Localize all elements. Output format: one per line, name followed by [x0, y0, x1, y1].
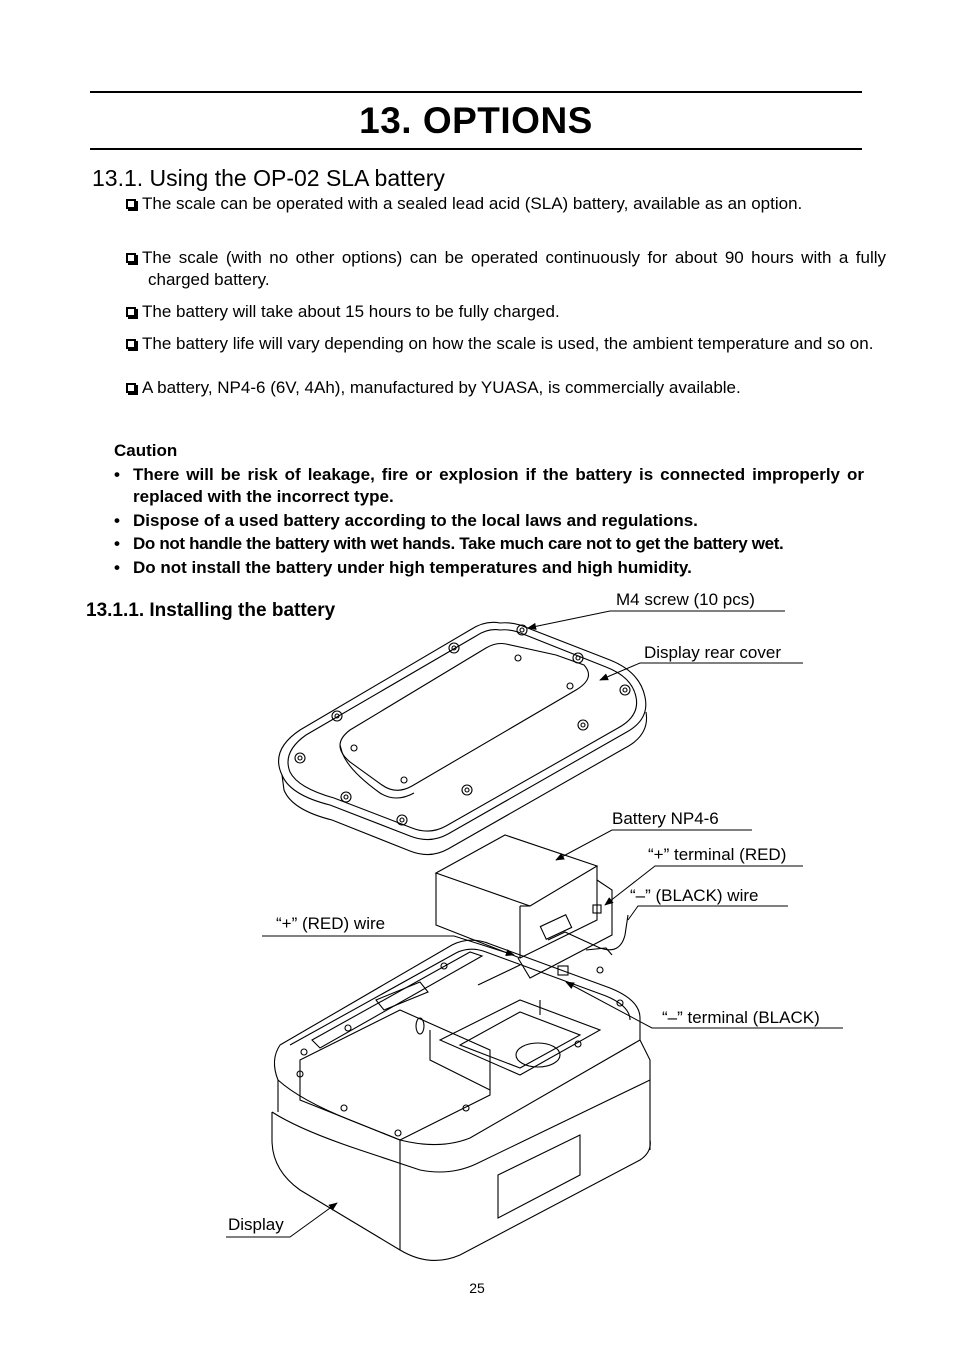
chapter-title: 13. OPTIONS — [359, 100, 593, 141]
bullet-dot-icon: • — [114, 558, 120, 577]
caution-heading: Caution — [114, 441, 178, 460]
label-minus-terminal: “–” terminal (BLACK) — [662, 1008, 820, 1027]
bullet-dot-icon: • — [114, 534, 120, 553]
label-minus-wire: “–” (BLACK) wire — [630, 886, 759, 905]
caution-item: • Do not handle the battery with wet hands. Take much care not to get the battery wet. — [114, 534, 784, 553]
list-item: The battery life will vary depending on how the scale is used, the ambient temperature and so on. — [126, 333, 904, 355]
list-item: The battery will take about 15 hours to be fully charged. — [126, 301, 886, 323]
screw-markers — [295, 625, 630, 825]
label-battery: Battery NP4-6 — [612, 809, 719, 828]
caution-item: • There will be risk of leakage, fire or explosion if the battery is connected improperly or replaced with the incorrect type. — [114, 465, 864, 506]
label-display: Display — [228, 1215, 284, 1234]
label-plus-wire: “+” (RED) wire — [276, 914, 386, 933]
list-item: A battery, NP4-6 (6V, 4Ah), manufactured by YUASA, is commercially available. — [126, 377, 882, 399]
bullet-dot-icon: • — [114, 465, 120, 484]
label-plus-terminal: “+” terminal (RED) — [648, 845, 787, 864]
label-m4-screw: M4 screw (10 pcs) — [616, 590, 755, 609]
caution-item: • Do not install the battery under high temperatures and high humidity. — [114, 558, 692, 577]
bullet-dot-icon: • — [114, 511, 120, 530]
label-display-rear-cover: Display rear cover — [644, 643, 781, 662]
section-title: 13.1. Using the OP-02 SLA battery — [92, 165, 445, 191]
list-item: The scale (with no other options) can be operated continuously for about 90 hours with a fully charged battery. — [126, 247, 886, 291]
list-item: The scale can be operated with a sealed lead acid (SLA) battery, available as an option. — [126, 193, 886, 215]
page-number: 25 — [469, 1280, 485, 1296]
caution-item: • Dispose of a used battery according to the local laws and regulations. — [114, 511, 698, 530]
display-rear-cover-drawing — [279, 622, 647, 854]
battery-drawing — [436, 835, 628, 978]
subsection-title: 13.1.1. Installing the battery — [86, 600, 336, 621]
display-base-drawing — [272, 940, 650, 1260]
